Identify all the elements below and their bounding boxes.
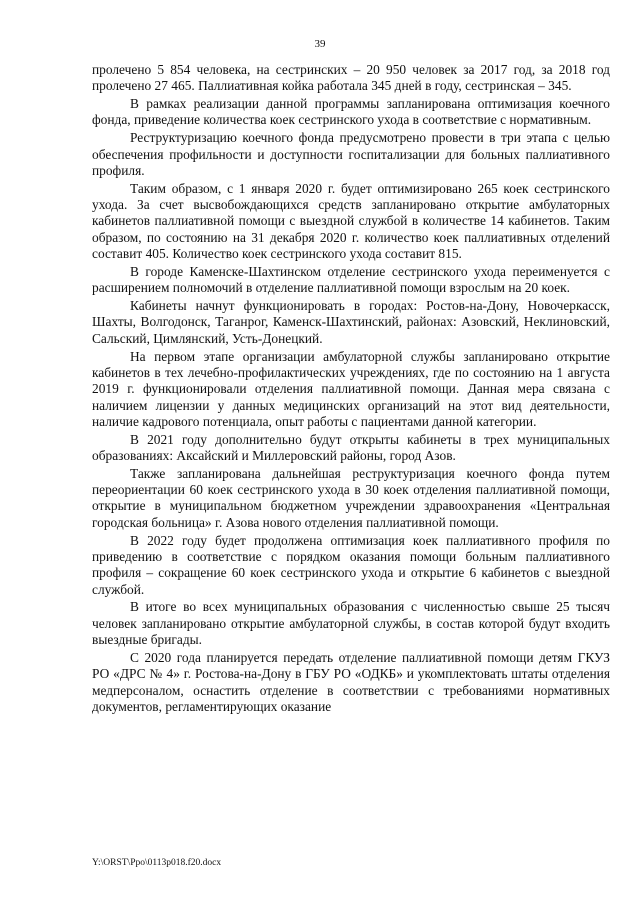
paragraph-continued: пролечено 5 854 человека, на сестринских – 20 950 человек за 2017 год, за 2018 год пролечено 27 465. Паллиативная койка работала 345 дней в году, сестринская – 345. [92,62,610,94]
footer-file-path: Y:\ORST\Ppo\0113p018.f20.docx [92,858,222,868]
paragraph: В 2022 году будет продолжена оптимизация коек паллиативного профиля по приведению в соответствие с порядком оказания помощи больным паллиативного профиля – сокращение 60 коек сестринского ухода и открытие 6 кабинетов с выездной службой. [92,532,610,597]
page-number: 39 [314,38,326,50]
paragraph: С 2020 года планируется передать отделение паллиативной помощи детям ГКУЗ РО «ДРС № 4» г. Ростова-на-Дону в ГБУ РО «ОДКБ» и укомплектовать штаты отделения медперсоналом, оснастить отделение в соответствии с требованиями нормативных документов, регламентирующих оказание [92,649,610,714]
paragraph: В городе Каменске-Шахтинском отделение сестринского ухода переименуется с расширением полномочий в отделение паллиативной помощи взрослым на 20 коек. [92,263,610,296]
paragraph: Таким образом, с 1 января 2020 г. будет оптимизировано 265 коек сестринского ухода. За счет высвобождающихся средств запланировано открытие амбулаторных кабинетов паллиативной помощи с выездной службой в количестве 14 кабинетов. Таким образом, по состоянию на 31 декабря 2020 г. количество коек паллиативных отделений составит 405. Количество коек сестринского ухода составит 815. [92,180,610,262]
paragraph: В итоге во всех муниципальных образования с численностью свыше 25 тысяч человек запланировано открытие амбулаторной службы, в состав которой будут входить выездные бригады. [92,599,610,648]
paragraph: Реструктуризацию коечного фонда предусмотрено провести в три этапа с целью обеспечения профильности и доступности госпитализации для больных паллиативного профиля. [92,130,610,178]
paragraph: Кабинеты начнут функционировать в городах: Ростов-на-Дону, Новочеркасск, Шахты, Волгодонск, Таганрог, Каменск-Шахтинский, районах: Азовский, Неклиновский, Сальский, Цимлянский, Усть-Донецкий. [92,298,610,346]
document-body [92,62,610,717]
paragraph: В рамках реализации данной программы запланирована оптимизация коечного фонда, приведение количества коек сестринского ухода в соответствие с нормативным. [92,96,610,128]
paragraph: Также запланирована дальнейшая реструктуризация коечного фонда путем переориентации 60 коек сестринского ухода в 30 коек отделения паллиативной помощи, открытие в муниципальном бюджетном учреждении здравоохранения «Центральная городская больница» г. Азова нового отделения паллиативной помощи. [92,465,610,530]
paragraph: В 2021 году дополнительно будут открыты кабинеты в трех муниципальных образованиях: Аксайский и Миллеровский районы, город Азов. [92,431,610,463]
paragraph: На первом этапе организации амбулаторной службы запланировано открытие кабинетов в тех лечебно-профилактических учреждениях, где по состоянию на 1 августа 2019 г. функционировали отделения паллиативной помощи. Данная мера связана с наличием лицензии у данных медицинских организаций на этот вид деятельности, наличие кадрового потенциала, опыт работы с пациентами данной категории. [92,348,610,429]
